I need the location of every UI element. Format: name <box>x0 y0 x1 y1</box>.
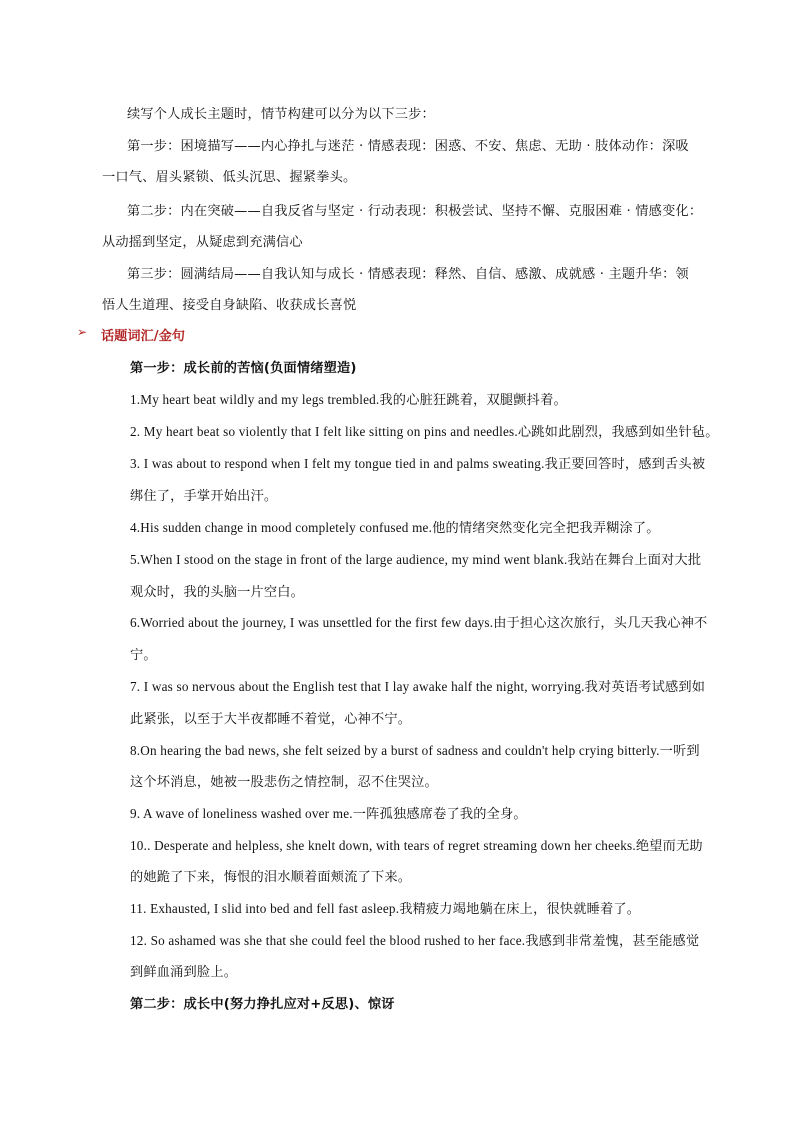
sentence-2: 2. My heart beat so violently that I felt like sitting on pins and needles.心跳如此剧烈，我感到如坐针毡。 <box>130 424 719 439</box>
sentence-7-line-2: 此紧张，以至于大半夜都睡不着觉，心神不宁。 <box>130 711 412 726</box>
sentence-11: 11. Exhausted, I slid into bed and fell fast asleep.我精疲力竭地躺在床上，很快就睡着了。 <box>130 901 641 916</box>
step-2-line-1: 第二步：内在突破——自我反省与坚定 · 行动表现：积极尝试、坚持不懈、克服困难 · 情感变化： <box>127 204 703 219</box>
step-1-line-2: 一口气、眉头紧锁、低头沉思、握紧拳头。 <box>102 170 357 185</box>
sentence-12-line-1: 12. So ashamed was she that she could feel the blood rushed to her face.我感到非常羞愧，甚至能感觉 <box>130 933 700 948</box>
sentence-8-line-2: 这个坏消息，她被一股悲伤之情控制，忍不住哭泣。 <box>130 774 438 789</box>
intro-text: 续写个人成长主题时，情节构建可以分为以下三步： <box>127 107 435 122</box>
step-3-line-1: 第三步：圆满结局——自我认知与成长 · 情感表现：释然、自信、感激、成就感 · 主题升华：领 <box>127 267 689 282</box>
sentence-10-line-2: 的她跪了下来，悔恨的泪水顺着面颊流了下来。 <box>130 869 412 884</box>
sentence-1: 1.My heart beat wildly and my legs trembled.我的心脏狂跳着，双腿颤抖着。 <box>130 392 567 407</box>
sentence-6-line-2: 宁。 <box>130 647 157 662</box>
sentence-8-line-1: 8.On hearing the bad news, she felt seized by a burst of sadness and couldn't help crying bitterly.一听到 <box>130 743 700 758</box>
sentence-10-line-1: 10.. Desperate and helpless, she knelt down, with tears of regret streaming down her cheeks.绝望而无助 <box>130 838 703 853</box>
sentence-4: 4.His sudden change in mood completely confused me.他的情绪突然变化完全把我弄糊涂了。 <box>130 520 660 535</box>
step-2-line-2: 从动摇到坚定，从疑虑到充满信心 <box>102 235 303 250</box>
sentence-6-line-1: 6.Worried about the journey, I was unsettled for the first few days.由于担心这次旅行，头几天我心神不 <box>130 615 708 630</box>
arrow-bullet-icon: ➢ <box>77 325 88 339</box>
sentence-5-line-2: 观众时，我的头脑一片空白。 <box>130 584 305 599</box>
subheading-step-1: 第一步：成长前的苦恼(负面情绪塑造) <box>130 361 357 376</box>
section-title: 话题词汇/金句 <box>101 329 185 344</box>
sentence-12-line-2: 到鲜血涌到脸上。 <box>130 964 238 979</box>
sentence-3-line-2: 绑住了，手掌开始出汗。 <box>130 488 278 503</box>
sentence-9: 9. A wave of loneliness washed over me.一阵孤独感席卷了我的全身。 <box>130 806 527 821</box>
subheading-step-2: 第二步：成长中(努力挣扎应对+反思)、惊讶 <box>130 997 395 1012</box>
sentence-5-line-1: 5.When I stood on the stage in front of the large audience, my mind went blank.我站在舞台上面对大批 <box>130 552 702 567</box>
step-3-line-2: 悟人生道理、接受自身缺陷、收获成长喜悦 <box>102 298 357 313</box>
step-1-line-1: 第一步：困境描写——内心挣扎与迷茫 · 情感表现：困惑、不安、焦虑、无助 · 肢体动作：深吸 <box>127 139 689 154</box>
sentence-3-line-1: 3. I was about to respond when I felt my tongue tied in and palms sweating.我正要回答时，感到舌头被 <box>130 456 706 471</box>
sentence-7-line-1: 7. I was so nervous about the English test that I lay awake half the night, worrying.我对英语考试感到如 <box>130 679 706 694</box>
